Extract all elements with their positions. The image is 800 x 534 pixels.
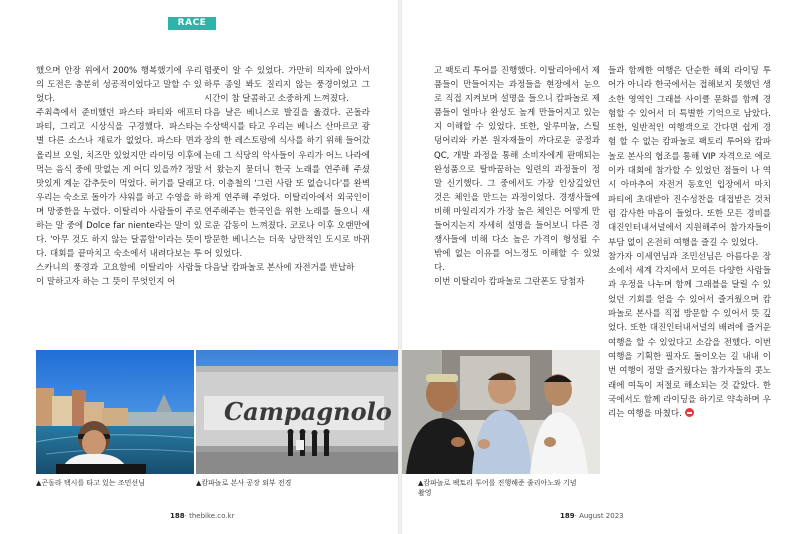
folio-left: [170, 512, 234, 520]
page-number-left: 188: [170, 512, 185, 520]
site-url: · thebike.co.kr: [184, 512, 235, 520]
page-number-right: 189: [560, 512, 575, 520]
text-column-2: [204, 64, 370, 275]
text-column-4: [608, 64, 771, 421]
tour-group-image: [402, 350, 600, 474]
caption-photo-2: ▲캄파놀로 본사 공장 외부 전경: [196, 479, 292, 487]
factory-exterior-image: [196, 350, 398, 474]
folio-right: [560, 512, 624, 520]
caption-photo-3: ▲캄파놀로 팩토리 투어를 진행해준 줄리아노와 기념촬영: [418, 479, 577, 497]
body-text: 했으며 안장 위에서 200% 행복했기에 우리의 도전은 충분히 성공적이었다고 말할 수 있었다. 주최측에서 준비했던 파스타 파티와 애프터 파티, 그리고 시상식을 구경했다. 파스타는 별 다른 소스나 재료가 없었다. 파스타 면과 올리브 오일, 치즈만 있었지만 라이딩 이후에 먹는 음식 중에 맛없는 게 어디 있을까? 정말 맛있게 계눈 감추듯이 먹었다. 허기를 달래고 우리는 숙소로 돌아가 샤워를 하고 수영을 하며 망중한을 누렸다. 이탈리아 사람들이 주로 하는 말 중에 Dolce far niente라는 말이 있다. '아무 것도 하지 않는 달콤함'이라는 뜻이다. 대회를 끝마치고 숙소에서 내려다보는 투스카니의 풍경과 고요함에 이탈리아 사람들이 말하고자 하는 그 뜻이 무엇인지 어: [36, 66, 202, 288]
text-column-1: [36, 64, 202, 290]
text-column-3: [434, 64, 600, 290]
body-text-final: 들과 함께한 여행은 단순한 해외 라이딩 투어가 아니라 한국에서는 접해보지 못했던 생소한 영역인 그래블 사이클 문화를 함께 경험할 수 있어서 더 특별한 기억으로 남았다. 또한, 일반적인 여행객으로 간다면 쉽게 경험 할 수 없는 캄파놀로 팩토리 투어와 캄파놀로 본사의 협조를 통해 VIP 자격으로 에로이카 대회에 참가할 수 있었던 점들이 나 역시 아마추어 자전거 동호인 입장에서 마치 파티에 초대받아 진수성찬을 대접받은 것처럼 감사한 마음이 들었다. 또한 모든 경비를 대진인터내셔널에서 지원해주어 참가자들이 부담 없이 온전히 여행을 즐길 수 있었다. 참가자 이세연님과 조민선님은 아름다운 장소에서 세계 각지에서 모여든 다양한 사람들과 우정을 나누며 함께 그래블을 달릴 수 있었던 기회를 얻을 수 있어서 즐거웠으며 캄파놀로 본사를 직접 방문할 수 있어서 뜻 깊었다. 또한 대진인터내셔널의 배려에 즐거운 여행을 할 수 있었다고 소감을 전했다. 이번 여행을 기획한 필자도 돌이오는 길 내내 이번 여행이 정말 즐거웠다는 참가자들의 콧노래에 여독이 저절로 해소되는 것 같았다. 한국에서도 함께 라이딩을 하기로 약속하며 우리는 여행을 마쳤다.: [608, 66, 771, 420]
body-text: 고 팩토리 투어를 진행했다. 이탈리아에서 제품들이 만들어지는 과정들을 현장에서 눈으로 직접 지켜보며 설명을 들으니 캄파놀로 제품들이 얼마나 완성도 높게 만들어지고 있는지 이해할 수 있었다. 또한, 알루미늄, 스틸 덩어리와 카본 원자재들이 까다로운 공정과 QC, 개발 과정을 통해 소비자에게 판매되는 완성품으로 탈바꿈하는 일련의 과정들이 정말 신기했다. 그 중에서도 가장 인상깊었던 것은 체인을 만드는 과정이었다. 경쟁사들에 비해 마일리지가 가장 높은 체인은 어떻게 만들어지는지 자세히 설명을 들어보니 다른 경쟁사들에 비해 다소 높은 가격이 형성될 수 밖에 없는 이유를 어느정도 이해할 수 있었다. 이번 이탈리아 캄파놀로 그란폰도 당첨자: [434, 66, 600, 288]
caption-photo-1: ▲곤돌라 택시를 타고 있는 조민선님: [36, 479, 145, 487]
venice-gondola-image: [36, 350, 194, 474]
section-tag: RACE: [168, 17, 216, 30]
end-mark-icon: [685, 408, 694, 417]
photo-factory-tour-group: [402, 350, 600, 474]
issue-date: · August 2023: [574, 512, 624, 520]
photo-venice-gondola: [36, 350, 194, 474]
photo-campagnolo-factory: [196, 350, 398, 474]
body-text: 렴풋이 알 수 있었다. 가만히 의자에 앉아서 하루 종일 봐도 질리지 않는 풍경이었고 그 시간이 참 달콤하고 소중하게 느껴졌다. 다음 날은 베니스로 발길을 옮겼다. 곤돌라 수상택시를 타고 우리는 베니스 산마르코 광장의 한 레스토랑에 식사를 하기 위해 들어갔는데 그 식당의 악사들이 우리가 어느 나라에서 왔는지 묻더니 한국 노래를 연주해 주셨다. 이층철의 '그런 사람 또 없습니다'를 완벽하게 연주해 주었다. 이탈리아에서 외국인이 연주해주는 한국인을 위한 노래를 들으니 새로운 감동이 느껴졌다. 코로나 이후 오랜만에 방문한 베니스는 더욱 낭만적인 도시로 바뀌어 있었다. 다음날 캄파놀로 본사에 자전거를 반납하: [204, 66, 370, 274]
body-text: [608, 64, 771, 421]
campagnolo-sign: Campagnolo: [224, 397, 392, 426]
